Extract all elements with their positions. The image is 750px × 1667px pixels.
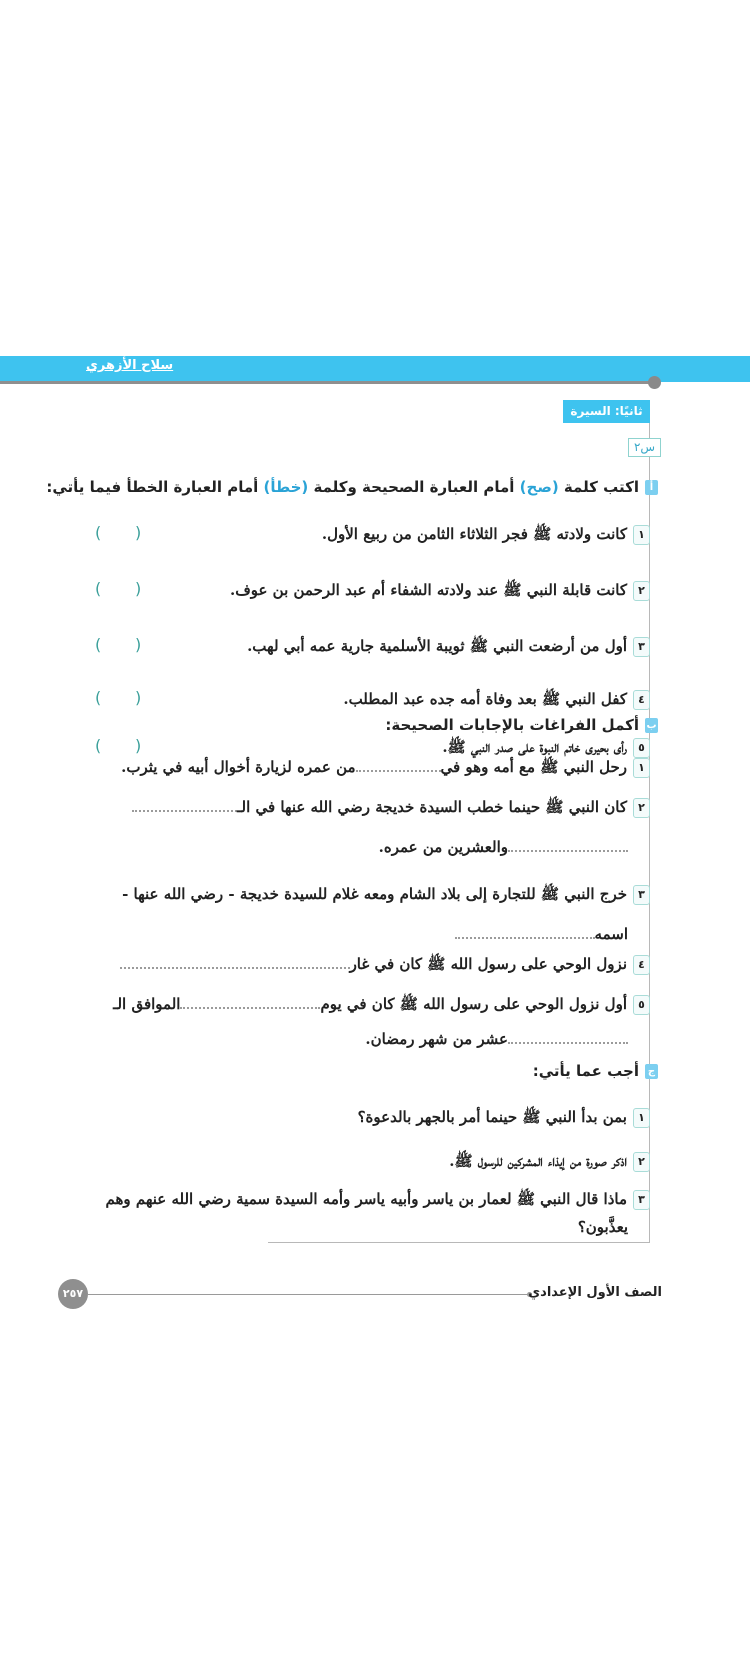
item-text: رأى بحيرى خاتم النبوة على صدر النبي ﷺ. bbox=[442, 738, 627, 756]
item-number: ٣ bbox=[633, 637, 650, 657]
item-text: خرج النبي ﷺ للتجارة إلى بلاد الشام ومعه غلام للسيدة خديجة - رضي الله عنها - bbox=[122, 885, 627, 903]
item-number: ٣ bbox=[633, 1190, 650, 1210]
item-number: ٢ bbox=[633, 798, 650, 818]
publisher-logo: سلاح الأزهري bbox=[86, 358, 174, 373]
question-item-3-continued: يعذَّبون؟ bbox=[577, 1218, 628, 1236]
item-text: والعشرين من عمره. bbox=[378, 838, 508, 856]
question-item-3 bbox=[106, 1190, 650, 1212]
item-text: اذكر صورة من إيذاء المشركين للرسول ﷺ. bbox=[449, 1152, 627, 1170]
page-number: ٢٥٧ bbox=[58, 1279, 88, 1309]
answer-parens-2[interactable]: ( ) bbox=[95, 579, 142, 598]
part-b-instruction bbox=[385, 716, 658, 734]
part-b-marker: ب bbox=[646, 720, 657, 731]
section-bottom-rule bbox=[268, 1242, 650, 1243]
answer-parens-1[interactable]: ( ) bbox=[95, 523, 142, 542]
item-text: من عمره لزيارة أخوال أبيه في يثرب. bbox=[121, 758, 356, 776]
header-dot bbox=[648, 376, 661, 389]
item-text: رحل النبي ﷺ مع أمه وهو في bbox=[440, 758, 627, 776]
answer-parens-3[interactable]: ( ) bbox=[95, 635, 142, 654]
fill-item-2-continued bbox=[379, 838, 628, 856]
question-item-2 bbox=[449, 1152, 650, 1174]
item-text: أول نزول الوحي على رسول الله ﷺ كان في يوم bbox=[320, 995, 627, 1013]
item-text: بمن بدأ النبي ﷺ حينما أمر بالجهر بالدعوة؟ bbox=[357, 1108, 627, 1126]
item-text: اسمه bbox=[594, 925, 628, 943]
part-a-marker: أ bbox=[645, 480, 658, 495]
fill-item-5-continued bbox=[365, 1030, 628, 1048]
item-text: الموافق الـ bbox=[113, 995, 181, 1013]
answer-parens-5[interactable]: ( ) bbox=[95, 736, 142, 755]
fill-item-1 bbox=[121, 758, 650, 780]
tf-item-5 bbox=[442, 738, 650, 760]
item-text: كان النبي ﷺ حينما خطب السيدة خديجة رضي الله عنها في الـ bbox=[237, 798, 627, 816]
blank-field[interactable] bbox=[132, 798, 237, 812]
item-text: عشر من شهر رمضان. bbox=[365, 1030, 508, 1048]
instruction-text: أمام العبارة الصحيحة وكلمة bbox=[308, 478, 520, 496]
header-divider bbox=[0, 381, 656, 384]
tf-item-1 bbox=[322, 525, 650, 547]
fill-item-3-continued bbox=[455, 925, 628, 943]
item-number: ١ bbox=[633, 1108, 650, 1128]
blank-field[interactable] bbox=[120, 955, 350, 969]
instruction-text: أجب عما يأتي: bbox=[532, 1062, 639, 1080]
item-number: ٢ bbox=[633, 581, 650, 601]
word-true: (صح) bbox=[519, 478, 559, 496]
item-text: كانت ولادته ﷺ فجر الثلاثاء الثامن من ربيع الأول. bbox=[321, 525, 627, 543]
section-title: ثانيًا: السيرة bbox=[563, 400, 650, 423]
tf-item-2 bbox=[230, 581, 650, 603]
item-number: ٣ bbox=[633, 885, 650, 905]
part-a-instruction bbox=[46, 478, 658, 496]
part-c-instruction bbox=[533, 1062, 658, 1080]
item-number: ٥ bbox=[633, 738, 650, 758]
answer-parens-4[interactable]: ( ) bbox=[95, 688, 142, 707]
instruction-text: أمام العبارة الخطأ فيما يأتي: bbox=[46, 478, 264, 496]
blank-field[interactable] bbox=[508, 838, 628, 852]
fill-item-4 bbox=[120, 955, 650, 977]
item-text: ماذا قال النبي ﷺ لعمار بن ياسر وأبيه ياسر وأمه السيدة سمية رضي الله عنهم وهم bbox=[105, 1190, 627, 1208]
blank-field[interactable] bbox=[356, 758, 441, 772]
item-number: ٥ bbox=[633, 995, 650, 1015]
instruction-text: اكتب كلمة bbox=[558, 478, 639, 496]
fill-item-2 bbox=[132, 798, 650, 820]
blank-field[interactable] bbox=[508, 1030, 628, 1044]
fill-item-3 bbox=[122, 885, 650, 907]
part-c-marker: ج bbox=[645, 1064, 658, 1079]
item-text: كانت قابلة النبي ﷺ عند ولادته الشفاء أم عبد الرحمن بن عوف. bbox=[229, 581, 627, 599]
question-item-1 bbox=[358, 1108, 650, 1130]
item-number: ١ bbox=[633, 758, 650, 778]
item-number: ٢ bbox=[633, 1152, 650, 1172]
item-text: أول من أرضعت النبي ﷺ ثويبة الأسلمية جارية عمه أبي لهب. bbox=[247, 637, 627, 655]
item-text: نزول الوحي على رسول الله ﷺ كان في غار bbox=[349, 955, 627, 973]
item-text: كفل النبي ﷺ بعد وفاة أمه جده عبد المطلب. bbox=[343, 690, 627, 708]
tf-item-3 bbox=[247, 637, 650, 659]
word-false: (خطأ) bbox=[263, 478, 309, 496]
blank-field[interactable] bbox=[180, 995, 320, 1009]
grade-label: الصف الأول الإعدادي bbox=[528, 1285, 662, 1300]
item-number: ١ bbox=[633, 525, 650, 545]
blank-field[interactable] bbox=[455, 925, 595, 939]
fill-item-5 bbox=[113, 995, 650, 1017]
item-number: ٤ bbox=[633, 955, 650, 975]
question-label: س٢ bbox=[628, 438, 661, 457]
footer-rule bbox=[88, 1294, 528, 1295]
instruction-text: أكمل الفراغات بالإجابات الصحيحة: bbox=[385, 716, 639, 734]
item-number: ٤ bbox=[633, 690, 650, 710]
tf-item-4 bbox=[343, 690, 650, 712]
